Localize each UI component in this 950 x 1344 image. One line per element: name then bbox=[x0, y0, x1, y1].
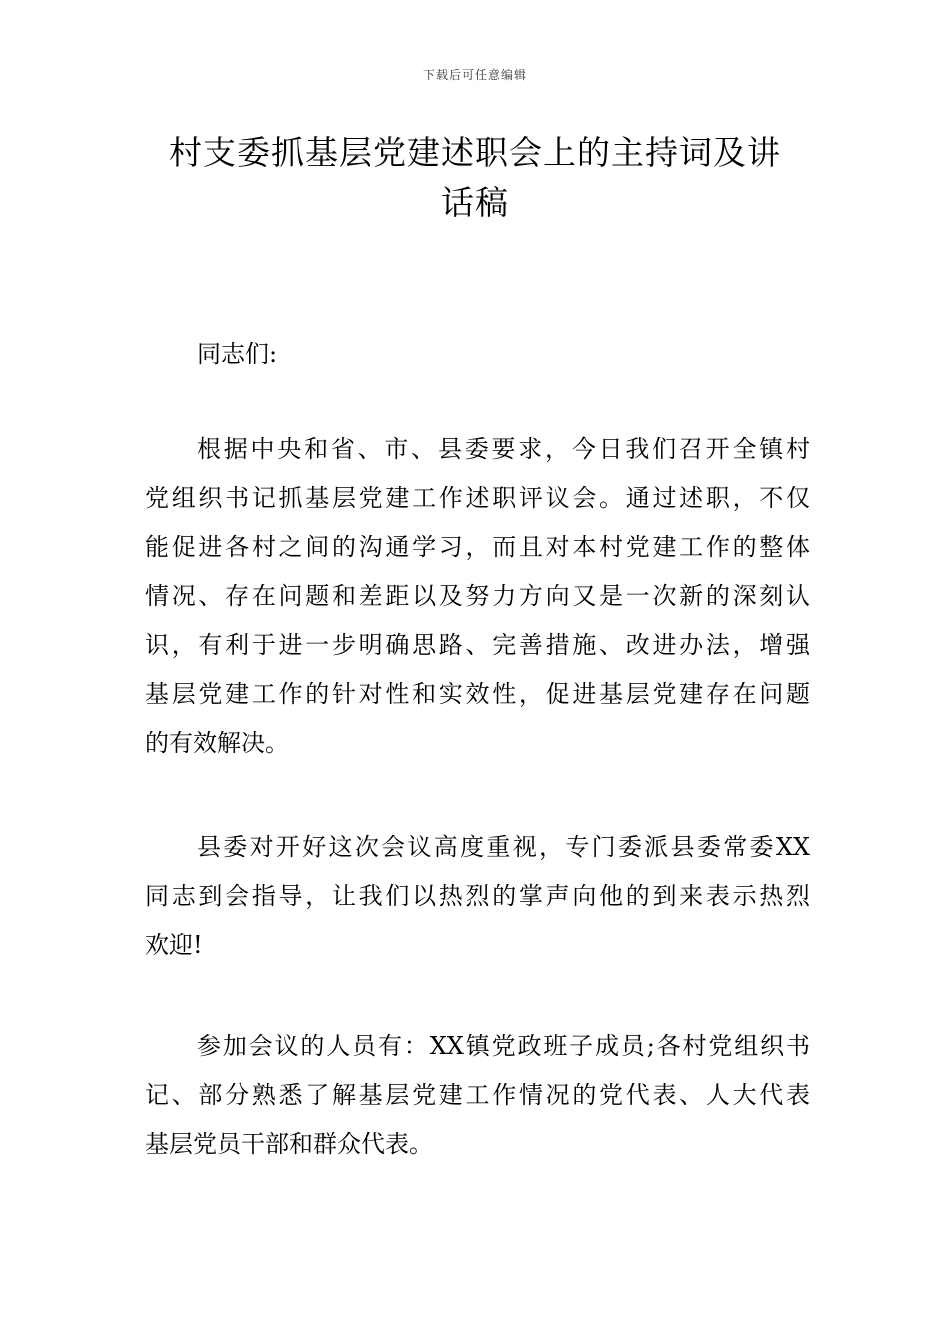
paragraph-line: 记、部分熟悉了解基层党建工作情况的党代表、人大代表 bbox=[145, 1081, 810, 1109]
header-note: 下载后可任意编辑 bbox=[422, 68, 527, 82]
paragraph-line: 同志到会指导，让我们以热烈的掌声向他的到来表示热烈 bbox=[145, 882, 810, 910]
paragraph-line: 基层党员干部和群众代表。 bbox=[145, 1130, 433, 1158]
paragraph-line: 的有效解决。 bbox=[145, 729, 289, 757]
title-line: 村支委抓基层党建述职会上的主持词及讲 bbox=[169, 133, 781, 172]
title-line: 话稿 bbox=[441, 183, 509, 222]
paragraph-line: 县委对开好这次会议高度重视，专门委派县委常委XX bbox=[197, 833, 810, 861]
paragraph-line: 欢迎! bbox=[145, 931, 203, 959]
paragraph-line: 识，有利于进一步明确思路、完善措施、改进办法，增强 bbox=[145, 631, 810, 659]
paragraph-3 bbox=[145, 1022, 810, 1169]
paragraph-line: 能促进各村之间的沟通学习，而且对本村党建工作的整体 bbox=[145, 533, 810, 561]
paragraph-line: 根据中央和省、市、县委要求，今日我们召开全镇村 bbox=[197, 435, 810, 463]
paragraph-line: 党组织书记抓基层党建工作述职评议会。通过述职，不仅 bbox=[145, 484, 810, 512]
paragraph-2 bbox=[145, 823, 810, 970]
greeting-paragraph bbox=[145, 330, 810, 379]
greeting-text: 同志们: bbox=[197, 340, 278, 368]
paragraph-line: 基层党建工作的针对性和实效性，促进基层党建存在问题 bbox=[145, 680, 810, 708]
paragraph-1 bbox=[145, 425, 810, 768]
paragraph-line: 情况、存在问题和差距以及努力方向又是一次新的深刻认 bbox=[145, 582, 810, 610]
document-title bbox=[145, 128, 805, 228]
paragraph-line: 参加会议的人员有：XX镇党政班子成员;各村党组织书 bbox=[197, 1032, 810, 1060]
